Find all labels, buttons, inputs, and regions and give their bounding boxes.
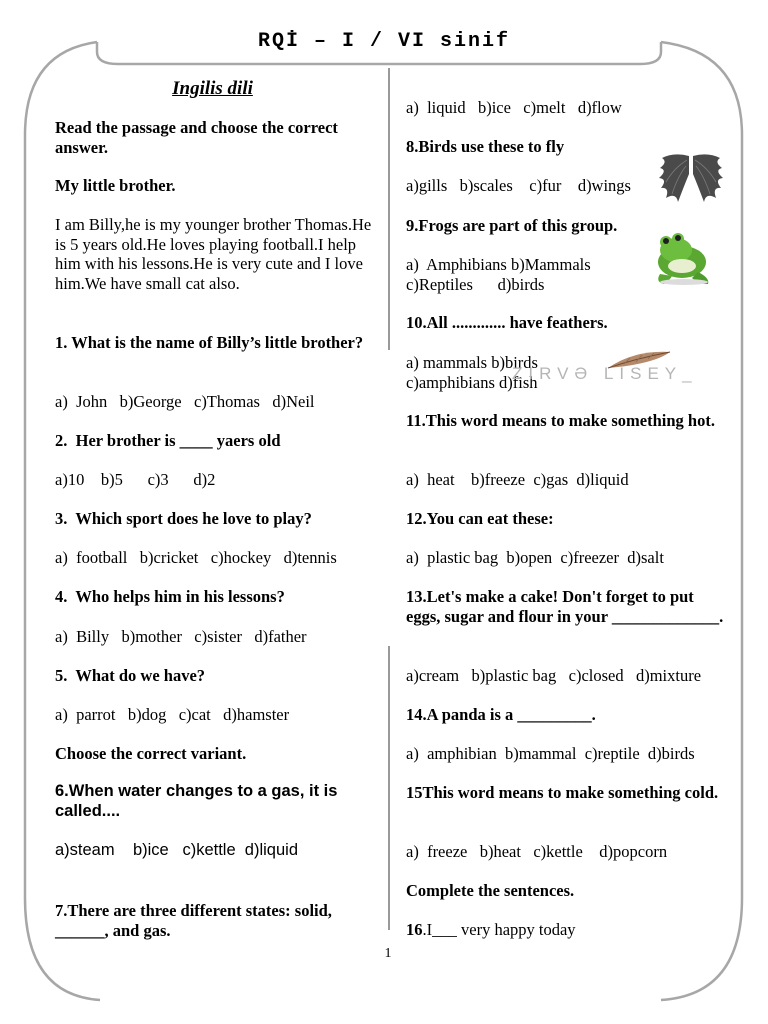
question-6: 6.When water changes to a gas, it is called....	[55, 782, 338, 820]
question-16-number: 16	[406, 920, 423, 939]
answers-4: a) Billy b)mother c)sister d)father	[55, 627, 307, 646]
passage-title: My little brother.	[55, 176, 176, 195]
answers-9: a) Amphibians b)Mammals c)Reptiles d)birds	[406, 255, 595, 294]
watermark: ZIRVƏ LISEY_	[512, 364, 698, 383]
question-10: 10.All ............. have feathers.	[406, 313, 608, 332]
answers-12: a) plastic bag b)open c)freezer d)salt	[406, 548, 664, 567]
instruction-complete: Complete the sentences.	[406, 881, 575, 900]
header-title: RQİ – I / VI sinif	[257, 30, 511, 53]
instruction-choose: Choose the correct variant.	[55, 744, 247, 763]
answers-8: a)gills b)scales c)fur d)wings	[406, 176, 631, 195]
answers-10: a) mammals b)birds c)amphibians d)fish	[406, 353, 538, 392]
question-1: 1. What is the name of Billy’s little brother?	[55, 333, 364, 352]
question-9: 9.Frogs are part of this group.	[406, 216, 618, 235]
question-4: 4. Who helps him in his lessons?	[55, 587, 285, 606]
question-11: 11.This word means to make something hot.	[406, 411, 715, 430]
frog-icon	[652, 226, 714, 288]
subject-title: Ingilis dili	[172, 78, 253, 99]
question-3: 3. Which sport does he love to play?	[55, 509, 312, 528]
column-divider-top	[388, 68, 390, 350]
question-15: 15This word means to make something cold.	[406, 783, 719, 802]
column-divider-bottom	[388, 646, 390, 930]
feather-icon	[604, 348, 674, 372]
wings-icon	[656, 148, 726, 208]
page-number: 1	[384, 946, 392, 961]
answers-3: a) football b)cricket c)hockey d)tennis	[55, 548, 337, 567]
answers-1: a) John b)George c)Thomas d)Neil	[55, 392, 315, 411]
question-12: 12.You can eat these:	[406, 509, 554, 528]
question-8: 8.Birds use these to fly	[406, 137, 565, 156]
question-16	[406, 920, 726, 940]
answers-2: a)10 b)5 c)3 d)2	[55, 470, 216, 489]
question-16-text: .I___ very happy today	[422, 920, 576, 939]
passage-text: I am Billy,he is my younger brother Thomas.He is 5 years old.He loves playing football.I help him with his lessons.He is very cute and I love him.We have small cat also.	[55, 215, 372, 293]
answers-11: a) heat b)freeze c)gas d)liquid	[406, 470, 629, 489]
answers-7: a) liquid b)ice c)melt d)flow	[406, 98, 622, 117]
answers-13: a)cream b)plastic bag c)closed d)mixture	[406, 666, 702, 685]
answers-14: a) amphibian b)mammal c)reptile d)birds	[406, 744, 695, 763]
instruction-read: Read the passage and choose the correct answer.	[55, 118, 338, 157]
answers-15: a) freeze b)heat c)kettle d)popcorn	[406, 842, 668, 861]
question-2: 2. Her brother is ____ yaers old	[55, 431, 281, 450]
answers-6: a)steam b)ice c)kettle d)liquid	[55, 841, 299, 859]
question-5: 5. What do we have?	[55, 666, 206, 685]
question-14: 14.A panda is a _________.	[406, 705, 596, 724]
answers-5: a) parrot b)dog c)cat d)hamster	[55, 705, 290, 724]
question-7: 7.There are three different states: solid, ______, and gas.	[55, 901, 332, 940]
question-13: 13.Let's make a cake! Don't forget to put eggs, sugar and flour in your _____________.	[406, 587, 724, 626]
